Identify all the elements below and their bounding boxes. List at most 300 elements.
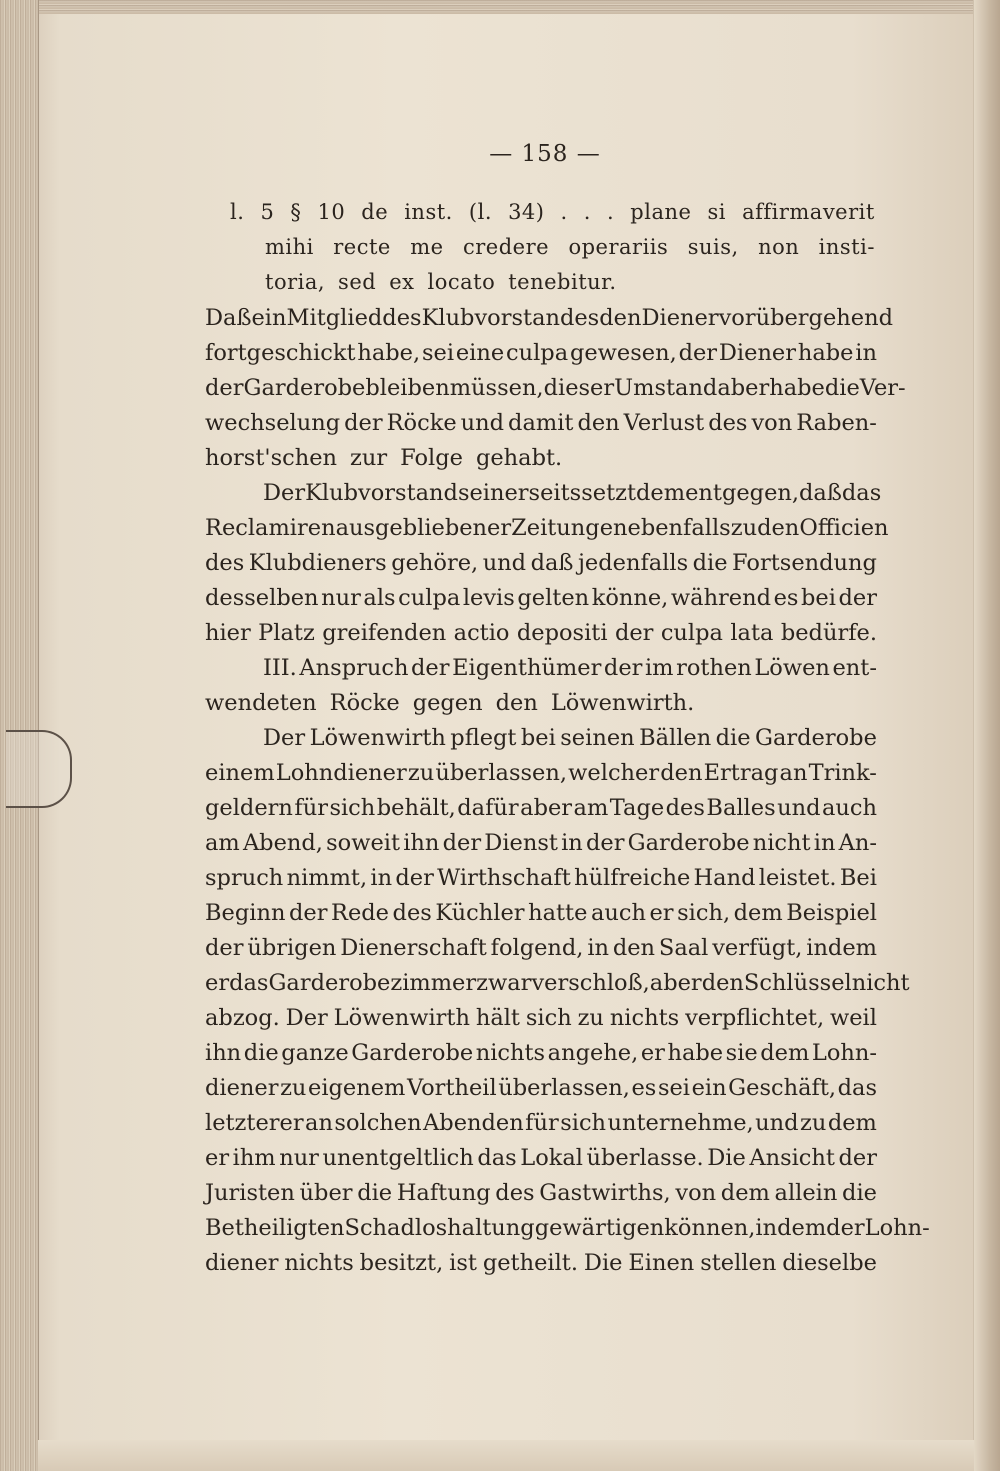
word: Garderobe (755, 725, 877, 751)
text-line (230, 195, 875, 229)
word: Betheiligten (205, 1215, 345, 1241)
word: verpflichtet, (685, 1005, 825, 1031)
word: Klubvorstand (305, 480, 458, 506)
word: die (842, 1180, 877, 1206)
text-line (205, 1211, 930, 1245)
word: affirmaverit (742, 200, 875, 224)
word: Schlüssel (743, 970, 852, 996)
text-line (263, 651, 877, 685)
word: zu (407, 760, 435, 786)
word: Die (707, 1145, 746, 1171)
word: Balles (706, 795, 776, 821)
word: zu (577, 1005, 604, 1031)
text-line (205, 616, 877, 650)
word: dafür (457, 795, 519, 821)
word: nichts (475, 1040, 546, 1066)
word: können, (664, 1215, 756, 1241)
word: den (612, 935, 656, 961)
word: verschloß, (531, 970, 650, 996)
word: Löwenwirth. (550, 690, 695, 716)
word: in (561, 830, 583, 856)
word: Dienerschaft (340, 935, 487, 961)
word: Eigenthümer (452, 655, 602, 681)
word: auch (821, 795, 877, 821)
word: hält (475, 1005, 520, 1031)
word: für (294, 795, 328, 821)
word: ihn (403, 830, 440, 856)
word: an (779, 760, 808, 786)
word: überlassen, (498, 1075, 630, 1101)
word: während (670, 585, 772, 611)
word: aber (717, 375, 770, 401)
word: Platz (258, 620, 315, 646)
word: das (837, 1075, 877, 1101)
word: Abend, (242, 830, 323, 856)
word: desselben (205, 585, 319, 611)
word: zwar (476, 970, 532, 996)
word: Zeitungen (511, 515, 628, 541)
word: plane (630, 200, 692, 224)
word: Rede (331, 900, 389, 926)
word: sei (657, 1075, 690, 1101)
text-line (205, 826, 877, 860)
word: überlasse. (586, 1145, 704, 1171)
word: am (205, 830, 240, 856)
word: gewärtigen (534, 1215, 665, 1241)
word: letzterer (205, 1110, 304, 1136)
word: inst. (404, 200, 453, 224)
word: behält, (376, 795, 456, 821)
word: den (577, 410, 620, 436)
word: besitzt, (359, 1250, 444, 1276)
text-line (205, 301, 893, 335)
word: Löwenwirth (333, 1005, 470, 1031)
text-line (205, 1001, 877, 1035)
page-bottom-shadow (38, 1440, 974, 1471)
word: die (824, 375, 860, 401)
word: ausgebliebener (335, 515, 512, 541)
word: bleiben (365, 375, 450, 401)
word: Diener (718, 340, 797, 366)
text-line (265, 230, 875, 264)
word: und (777, 795, 821, 821)
word: ganze (281, 1040, 349, 1066)
word: solchen (334, 1110, 422, 1136)
word: Wirthschaft (437, 865, 571, 891)
word: des (708, 410, 748, 436)
word: über (299, 1180, 353, 1206)
word: Daß (205, 305, 252, 331)
word: und (755, 1110, 799, 1136)
text-line (205, 336, 877, 370)
word: aber (649, 970, 702, 996)
word: aber (520, 795, 573, 821)
word: des (392, 900, 432, 926)
word: § (290, 200, 302, 224)
word: im (644, 655, 674, 681)
word: Röcke (329, 690, 400, 716)
word: des (205, 550, 245, 576)
word: es (631, 1075, 657, 1101)
text-line (205, 1071, 877, 1105)
word: lata (730, 620, 774, 646)
word: dem (760, 1040, 810, 1066)
word: der (838, 585, 877, 611)
word: wendeten (205, 690, 317, 716)
word: des (495, 1180, 535, 1206)
text-line (205, 756, 877, 790)
text-line (205, 441, 575, 475)
word: sich (329, 795, 376, 821)
word: müssen, (449, 375, 544, 401)
word: si (707, 200, 726, 224)
text-line (205, 406, 877, 440)
word: daß (799, 480, 842, 506)
word: als (363, 585, 396, 611)
word: pflegt (450, 725, 517, 751)
word: Schadloshaltung (344, 1215, 535, 1241)
word: er (640, 1040, 665, 1066)
word: den (701, 970, 744, 996)
word: sie (725, 1040, 758, 1066)
word: Mitglied (286, 305, 383, 331)
word: Beispiel (786, 900, 877, 926)
word: fortgeschickt (205, 340, 356, 366)
word: stellen (700, 1250, 777, 1276)
word: bedürfe. (780, 620, 877, 646)
word: sed (338, 270, 377, 294)
word: sich (560, 1110, 607, 1136)
word: Juristen (205, 1180, 295, 1206)
word: unentgeltlich (322, 1145, 474, 1171)
page-number: — 158 — (489, 141, 601, 167)
word: Küchler (435, 900, 525, 926)
word: von (675, 1180, 717, 1206)
word: und (482, 550, 527, 576)
text-line (263, 476, 882, 510)
text-line (265, 265, 630, 299)
word: zu (800, 1110, 827, 1136)
text-line (205, 1106, 877, 1140)
word: Officien (799, 515, 889, 541)
word: soweit (326, 830, 401, 856)
word: er (205, 970, 230, 996)
word: hülfreiche (574, 865, 691, 891)
word: bei (801, 585, 836, 611)
word: seinerseits (457, 480, 582, 506)
word: vorübergehend (718, 305, 893, 331)
word: nimmt, (286, 865, 368, 891)
word: ein (691, 1075, 727, 1101)
word: der (205, 935, 244, 961)
word: horst'schen (205, 445, 338, 471)
word: credere (463, 235, 550, 259)
word: das (477, 1145, 517, 1171)
word: das (841, 480, 882, 506)
word: die (715, 725, 751, 751)
word: am (573, 795, 609, 821)
word: bei (520, 725, 556, 751)
word: in (855, 340, 877, 366)
word: der (826, 1215, 865, 1241)
word: indem (806, 935, 877, 961)
word: Bällen (639, 725, 712, 751)
word: ist (449, 1250, 477, 1276)
word: der (288, 900, 328, 926)
word: leistet. (758, 865, 837, 891)
word: auch (590, 900, 646, 926)
page-stack-top-edge (0, 0, 1000, 14)
word: die (692, 550, 728, 576)
word: culpa (506, 340, 569, 366)
word: l. (230, 200, 245, 224)
word: den (495, 690, 538, 716)
word: Ertrag (703, 760, 779, 786)
word: ihm (232, 1145, 276, 1171)
word: Haftung (396, 1180, 491, 1206)
text-line (205, 931, 877, 965)
word: zur (350, 445, 388, 471)
word: an (305, 1110, 333, 1136)
word: Der (263, 480, 306, 506)
text-line (205, 1141, 877, 1175)
word: der (614, 620, 654, 646)
word: Tage (609, 795, 665, 821)
word: Klubvorstandes (421, 305, 600, 331)
word: des (382, 305, 422, 331)
word: Hand (693, 865, 756, 891)
word: gelten (517, 585, 590, 611)
word: recte (333, 235, 391, 259)
word: daß (530, 550, 574, 576)
word: der (678, 340, 718, 366)
text-line (205, 686, 707, 720)
word: operariis (568, 235, 669, 259)
word: von (751, 410, 793, 436)
word: der (205, 375, 244, 401)
word: in (587, 935, 609, 961)
word: wechselung (205, 410, 341, 436)
word: ein (251, 305, 287, 331)
word: Ansicht (749, 1145, 835, 1171)
word: abzog. (205, 1005, 280, 1031)
word: in (813, 830, 836, 856)
word: Die (583, 1250, 623, 1276)
word: sich, (677, 900, 731, 926)
word: allein (774, 1180, 838, 1206)
word: Ver- (859, 375, 906, 401)
word: suis, (687, 235, 739, 259)
word: nicht (851, 970, 910, 996)
word: den (660, 760, 703, 786)
word: Röcke (386, 410, 457, 436)
word: getheilt. (482, 1250, 578, 1276)
word: Klubdieners (248, 550, 387, 576)
word: er (649, 900, 674, 926)
word: folgend, (490, 935, 584, 961)
word: Fortsendung (732, 550, 877, 576)
text-line (205, 511, 889, 545)
word: unternehme, (607, 1110, 754, 1136)
word: habe (667, 1040, 724, 1066)
word: jedenfalls (577, 550, 689, 576)
word: Lokal (520, 1145, 583, 1171)
word: greifenden (322, 620, 447, 646)
word: tenebitur. (508, 270, 617, 294)
word: Der (263, 725, 306, 751)
word: ex (389, 270, 415, 294)
word: Löwenwirth (309, 725, 446, 751)
word: Dienst (484, 830, 558, 856)
word: den (599, 305, 642, 331)
word: eigenem (308, 1075, 406, 1101)
word: Der (285, 1005, 328, 1031)
word: locato (427, 270, 496, 294)
word: der (838, 1145, 877, 1171)
word: zu (280, 1075, 307, 1101)
word: culpa (398, 585, 461, 611)
word: dem (733, 900, 783, 926)
word: ent- (832, 655, 877, 681)
word: . (583, 200, 591, 224)
word: nichts (609, 1005, 680, 1031)
word: gehabt. (475, 445, 563, 471)
word: Garderobe (627, 830, 750, 856)
word: dieselbe (782, 1250, 877, 1276)
word: indem (755, 1215, 827, 1241)
word: das (229, 970, 269, 996)
word: habe (797, 340, 854, 366)
word: sich (525, 1005, 572, 1031)
word: Abenden (423, 1110, 524, 1136)
book-binding-edge (973, 0, 1000, 1471)
word: gehöre, (391, 550, 479, 576)
word: toria, (265, 270, 326, 294)
word: und (460, 410, 505, 436)
text-line (205, 581, 877, 615)
word: An- (838, 830, 877, 856)
word: Bei (839, 865, 877, 891)
word: überlassen, (435, 760, 568, 786)
word: Trink- (808, 760, 877, 786)
word: ihn (205, 1040, 242, 1066)
text-line (263, 721, 877, 755)
word: dem (720, 1180, 770, 1206)
word: den (757, 515, 800, 541)
word: setzt (581, 480, 637, 506)
text-line (205, 546, 877, 580)
text-line (205, 966, 910, 1000)
word: Vortheil (406, 1075, 497, 1101)
word: Verlust (623, 410, 705, 436)
word: spruch (205, 865, 284, 891)
word: Folge (400, 445, 463, 471)
word: der (585, 830, 625, 856)
word: die (357, 1180, 393, 1206)
word: 10 (317, 200, 346, 224)
text-line (205, 791, 877, 825)
word: weil (829, 1005, 877, 1031)
word: in (370, 865, 393, 891)
word: gegen (412, 690, 483, 716)
word: die (243, 1040, 279, 1066)
word: Saal (658, 935, 709, 961)
word: geldern (205, 795, 293, 821)
word: ebenfalls (627, 515, 731, 541)
word: entgegen, (685, 480, 800, 506)
word: 5 (260, 200, 275, 224)
word: gewesen, (569, 340, 677, 366)
word: Lohn- (811, 1040, 877, 1066)
word: insti- (818, 235, 875, 259)
text-line (205, 861, 877, 895)
word: dieser (543, 375, 615, 401)
word: Gastwirths, (539, 1180, 671, 1206)
word: Umstand (614, 375, 718, 401)
text-line (205, 1036, 877, 1070)
word: Garderobe (243, 375, 366, 401)
word: hier (205, 620, 251, 646)
word: Diener (641, 305, 719, 331)
text-line (205, 1176, 877, 1210)
word: diener (205, 1075, 279, 1101)
word: III. (263, 655, 297, 681)
word: (l. (468, 200, 492, 224)
word: actio (453, 620, 510, 646)
word: der (344, 410, 383, 436)
word: dem (827, 1110, 877, 1136)
text-line (205, 896, 877, 930)
word: Lohn- (864, 1215, 930, 1241)
word: Anspruch (299, 655, 409, 681)
word: für (525, 1110, 559, 1136)
word: de (361, 200, 389, 224)
word: dem (636, 480, 686, 506)
word: der (442, 830, 482, 856)
word: damit (508, 410, 574, 436)
word: diener (205, 1250, 279, 1276)
word: nicht (752, 830, 811, 856)
word: der (603, 655, 643, 681)
word: übrigen (247, 935, 337, 961)
word: culpa (660, 620, 723, 646)
word: me (410, 235, 444, 259)
word: könne, (591, 585, 669, 611)
word: sei (421, 340, 455, 366)
word: non (758, 235, 800, 259)
word: Garderobe (351, 1040, 474, 1066)
word: nur (279, 1145, 319, 1171)
word: rothen (676, 655, 752, 681)
word: habe (769, 375, 825, 401)
bookmark-tab (6, 730, 72, 808)
word: welcher (568, 760, 660, 786)
word: es (773, 585, 799, 611)
word: zu (730, 515, 758, 541)
word: des (665, 795, 705, 821)
word: der (395, 865, 434, 891)
word: depositi (516, 620, 608, 646)
word: seinen (560, 725, 635, 751)
word: angehe, (547, 1040, 639, 1066)
word: nichts (284, 1250, 354, 1276)
word: Geschäft, (728, 1075, 837, 1101)
word: Beginn (205, 900, 286, 926)
text-line (205, 371, 906, 405)
word: er (205, 1145, 230, 1171)
word: Löwen (754, 655, 830, 681)
word: Garderobezimmer (268, 970, 477, 996)
